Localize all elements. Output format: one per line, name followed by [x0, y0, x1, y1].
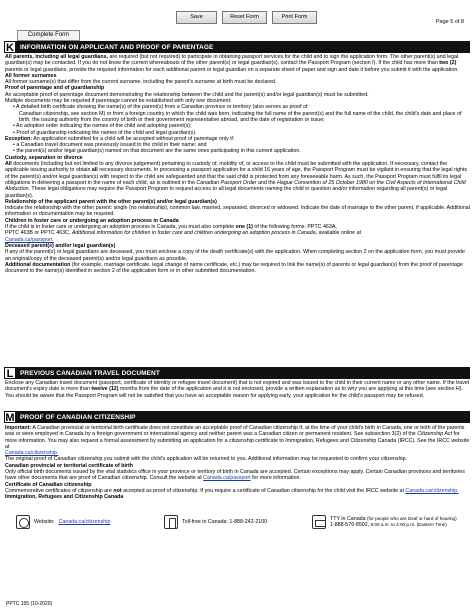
- important-text-1: A Canadian provincial or territorial birth certificate does not constitute an acceptable proof of Canadian citizenship if, at the time of your child's birth in Canada, one or both of the parents was or were employed in Canada by a foreign government or international agency and neither parent was a Canadian citizen or permanent resident. See subsection 3(2) of the: [5, 425, 465, 438]
- proof-bullet-1b: Canadian citizenship, see section M) or from a foreign country in which the child was born, indicating the full name of the parent(s) and the full name of the child, the child's date and place of birth, the issuing authority from the country of birth or their government representative abroad, and the date of registration or issue;: [19, 110, 462, 123]
- certificate-heading: Certificate of Canadian citizenship: [5, 481, 92, 488]
- parents-end: parents or legal guardians, provide the required information for each additional parent or legal guardian on a separate sheet of paper and sign and date it before you submit it with the application.: [5, 66, 459, 73]
- exception-rest: An application submitted for a child will be accepted without proof of parentage only if:: [32, 135, 235, 142]
- important-italic: Citizenship Act: [417, 431, 453, 438]
- complete-form-tab[interactable]: Complete Form: [17, 30, 80, 41]
- tollfree-number: Toll-free in Canada: 1-888-242-2100: [182, 519, 268, 525]
- tty-line-1b: (for people who are Deaf or hard of hearing): [367, 515, 457, 521]
- proof-bullet-3: • Proof of guardianship indicating the names of the child and legal guardian(s).: [13, 129, 197, 136]
- travel-doc-bold: twelve (12): [91, 386, 119, 393]
- provincial-text-2: for more information.: [250, 475, 301, 482]
- travel-doc-text: [5, 380, 470, 399]
- parents-text: are required (but not required) to participate in obtaining passport services for the child and to sign the application form. The other parent(s) and legal guardian(s) may be contacted. If you do not know the current whereabouts of the other parent(s) or legal guardian(s), contact the Passport Program (section I). If the child has more than: [5, 54, 459, 67]
- save-button[interactable]: Save: [176, 11, 217, 24]
- deceased-heading: Deceased parent(s) and/or legal guardian(s): [5, 242, 116, 249]
- section-m-title: PROOF OF CANADIAN CITIZENSHIP: [20, 413, 136, 421]
- custody-text: [5, 161, 470, 199]
- important-bold: Important:: [5, 425, 32, 431]
- ircc-heading: Immigration, Refugees and Citizenship Canada: [5, 494, 124, 501]
- provincial-text-1: Only official birth documents issued by the vital statistics office in your province or territory of birth in Canada are accepted. Certain exceptions may apply. Certain Canadian provinces and territories have other documents that are proof of Canadian citizenship. Consult the website at: [5, 469, 465, 482]
- section-m-body: [5, 425, 470, 501]
- custody-italic-1: Canadian Passport Order: [196, 179, 257, 186]
- travel-doc-text-1: Enclose any Canadian travel document (passport, certificate of identity or refugee travel document) that is not expired and was issued to the child in their current name or any other name. If the travel document's expiry date is more than: [5, 380, 470, 393]
- custody-italic-2: Hague Convention of 25 October 1980 on the Civil Aspects of International Child Abduction: [5, 179, 466, 193]
- provincial-heading: Canadian provincial or territorial certificate of birth: [5, 462, 134, 469]
- foster-text-3: PPTC 463B or PPTC 463C,: [5, 230, 72, 237]
- parents-paragraph: [5, 54, 470, 73]
- tty-line-1: TTY in Canada: [330, 515, 368, 522]
- phone-icon: [164, 515, 178, 529]
- passport-link[interactable]: Canada.ca/passport: [203, 475, 251, 482]
- deceased-text: If any of the parent(s) or legal guardians are deceased, you must enclose a copy of the death certificate(s) with the application. When completing section 2 on the application form, you must provide an original/copy of the deceased parent(s) and/or legal guardians as possible.: [5, 249, 465, 262]
- custody-text-1: documents (including but not limited to any divorce judgement) pertaining to custody of, mobility of, or access to the child must be submitted with the application. If necessary, contact the applicable issuing authority to obtain: [5, 161, 448, 174]
- former-surnames-heading: All former surnames: [5, 72, 57, 79]
- important-text-2: for more information. You may also request a formal assessment by submitting an application for a citizenship certificate to Immigration, Refugees and Citizenship Canada (IRCC). See the IRCC website at: [5, 431, 470, 450]
- proof-text-1: An acceptable proof of parentage document demonstrating the relationship between the child and the parent(s) and/or legal guardian(s) must be submitted.: [5, 91, 369, 98]
- section-k-title: INFORMATION ON APPLICANT AND PROOF OF PARENTAGE: [20, 43, 214, 51]
- custody-text-3: and the: [256, 179, 278, 186]
- foster-text: [5, 224, 470, 243]
- proof-bullet-1: • A detailed birth certificate showing the name(s) of the parent(s) from a Canadian province or territory (also serves as proof of: [13, 104, 308, 111]
- tty-icon: [312, 515, 326, 529]
- certificate-bold: not: [113, 487, 122, 494]
- parents-two: two (2): [439, 60, 457, 67]
- original-proof-text: The original proof of Canadian citizenship you submit with the child's application will be returned to you. Additional information may be requested to confirm your citizenship.: [5, 456, 408, 463]
- exception-bold: Exception:: [5, 135, 33, 142]
- section-l-letter: L: [4, 367, 16, 379]
- website-label: Website:: [34, 519, 55, 525]
- former-surnames-text: All former surname(s) that differ from the current surname, including the parent's surname at birth must be declared.: [5, 79, 277, 86]
- foster-heading: Children in foster care or undergoing an adoption process in Canada: [5, 217, 179, 224]
- exception-bullet-1: • a Canadian travel document was previously issued to the child in their name; and: [13, 142, 207, 149]
- citizenship-link-2[interactable]: Canada.ca/citizenship.: [405, 487, 459, 494]
- foster-text-2: of the following forms: PPTC 463A,: [252, 224, 337, 231]
- tty-text: [330, 516, 457, 529]
- section-k-body: [5, 54, 470, 274]
- section-l-header: [4, 367, 470, 379]
- website-contact: [16, 515, 110, 529]
- citizenship-link-1[interactable]: Canada.ca/citizenship.: [5, 450, 59, 457]
- form-code-footer: PPTC 155 (10-2020): [6, 601, 53, 607]
- section-m-letter: M: [5, 412, 15, 424]
- contact-row: [16, 515, 466, 539]
- section-k-letter: K: [4, 41, 16, 53]
- section-l-title: PREVIOUS CANADIAN TRAVEL DOCUMENT: [20, 369, 160, 377]
- foster-bold: one (1): [235, 224, 253, 231]
- certificate-text-1: Commemorative certificates of citizenship are: [5, 487, 114, 494]
- custody-bold: All: [5, 161, 12, 168]
- parents-bold: All parents, including all legal guardians,: [5, 54, 109, 60]
- tty-contact: [312, 515, 457, 529]
- reset-form-button[interactable]: Reset Form: [222, 11, 267, 24]
- globe-icon: [16, 515, 30, 529]
- website-link[interactable]: Canada.ca/citizenship: [58, 519, 111, 525]
- proof-bullet-2: • An adoption order indicating the names of the child and adopting parent(s);: [13, 123, 192, 130]
- custody-heading: Custody, separation or divorce: [5, 154, 83, 161]
- provincial-text: [5, 469, 470, 482]
- proof-text-2: Multiple documents may be required if parentage cannot be established with only one document:: [5, 98, 232, 105]
- additional-doc-bold: Additional documentation: [5, 261, 71, 268]
- section-k-header: [4, 41, 470, 53]
- certificate-text-2: accepted as proof of citizenship. If you require a certificate of Canadian citizenship for the child visit the IRCC website at: [121, 487, 406, 494]
- relationship-heading: Relationship of the applicant parent with the other parent(s) and/or legal guardian(s): [5, 198, 217, 205]
- print-form-button[interactable]: Print Form: [272, 11, 317, 24]
- custody-all: all: [91, 167, 98, 174]
- additional-doc-rest: (for example, marriage certificate, legal change of name certificate, etc.) may be required to link the name(s) of parents or legal guardian(s) from the proof of parentage document to the name(s) identified in section 2 of the application form or in other submitted documentation.: [5, 261, 463, 275]
- relationship-text: Indicate the relationship with the other parent: single (no relationship), common law, married, separated, divorced or widowed. Indicate the date of marriage to the other parent, if applicable. Additional information or documentation may be required.: [5, 205, 470, 218]
- additional-doc-text: [5, 262, 470, 275]
- tollfree-contact: [164, 515, 267, 529]
- exception-bullet-2: • the parent(s) and/or legal guardian(s) named on that document are the same ones participating in this current application.: [13, 148, 301, 155]
- custody-text-4: . These legal obligations may require the Passport Program to request access to all legal documents naming the child in question and/or information regarding all parent(s) or legal guardian(s).: [5, 186, 448, 199]
- form-toolbar: [176, 11, 317, 24]
- tty-line-2b: 8:00 a.m. to 4:00 p.m. (Eastern Time): [370, 522, 447, 527]
- important-text: [5, 425, 470, 456]
- section-m-header: [4, 411, 470, 423]
- foster-text-1: If the child is in foster care or undergoing an adoption process in Canada, you must also complete: [5, 224, 236, 231]
- section-l-body: [5, 380, 470, 399]
- travel-doc-text-2: months from the date of the application and it is not enclosed, provide a written explanation as to why you are applying at this time (see section H). You should be aware that the Passport Program will not be satisfied that you have an acceptable reason for applying early, your application for the child's passport may be refused.: [5, 386, 463, 399]
- foster-italic: Additional information for children in foster care and children undergoing an adoption process in Canada: [71, 230, 316, 237]
- tty-line-2: 1-888-576-8502,: [330, 522, 371, 528]
- page-number: Page 5 of 8: [435, 19, 464, 25]
- foster-passport-link[interactable]: Canada.ca/passport.: [5, 236, 54, 243]
- proof-heading: Proof of parentage and of guardianship: [5, 85, 105, 92]
- custody-text-2: necessary documents. In processing a passport application for a child 16 years of age, the Passport Program must be vigilant in ensuring that the legal rights of the parent(s) and/or legal guardian(s) with respect to the child are safeguarded and that the said child is protected from any foreseeable harm. As such, the Passport Program must fulfil its legal obligations in delivering a passport in the name of each child, as is outlined in the: [5, 167, 467, 186]
- foster-text-4: , available online at: [315, 230, 361, 237]
